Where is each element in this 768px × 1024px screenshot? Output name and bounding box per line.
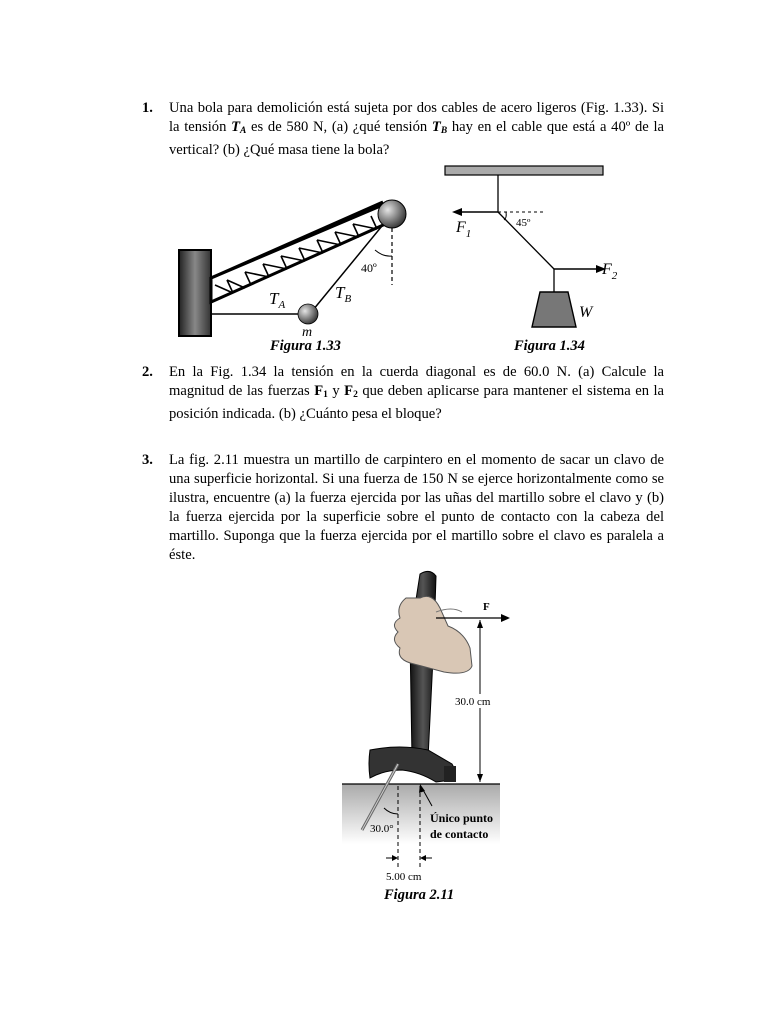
contact-label-line1: Único punto <box>430 811 494 825</box>
ceiling-bar <box>445 166 603 175</box>
weight-block <box>532 292 576 327</box>
hammer-head <box>369 747 455 782</box>
angle-label: 40º <box>361 261 377 275</box>
wrecking-ball <box>298 304 318 324</box>
figure-1-34-caption: Figura 1.34 <box>514 338 585 354</box>
mass-label: m <box>302 325 313 340</box>
angle-arc <box>375 250 392 256</box>
problem-number: 3. <box>142 452 153 468</box>
problem-number: 2. <box>142 364 153 380</box>
height-label: 30.0 cm <box>455 696 491 708</box>
problem-3 <box>142 451 664 565</box>
figure-2-11-caption: Figura 2.11 <box>384 887 455 903</box>
width-label: 5.00 cm <box>386 871 422 883</box>
crane-boom <box>211 205 390 302</box>
problem-text: En la Fig. 1.34 la tensión en la cuerda diagonal es de 60.0 N. (a) Calcule la magnitud de las fuerzas $F_1$ y $F_2$ que deben aplicarse para mantener el sistema en la posición indicada. (b) ¿Cuánto pesa el bloque? <box>169 364 665 422</box>
f1-label: $F_1$ <box>456 219 472 240</box>
boom-tip-ball <box>378 200 406 228</box>
figure-2-11 <box>340 568 520 888</box>
f2-label: $F_2$ <box>602 261 618 282</box>
hand <box>394 596 472 673</box>
angle-label: 45º <box>516 217 531 229</box>
figure-1-33-caption: Figura 1.33 <box>270 338 341 354</box>
ta-label: $T_A$ <box>269 289 286 311</box>
figure-1-33 <box>175 190 420 350</box>
problem-text: La fig. 2.11 muestra un martillo de carpintero en el momento de sacar un clavo de una superficie horizontal. Si una fuerza de 150 N se ejerce horizontalmente como se ilustra, encuentre (a) la fuerza ejercida por las uñas del martillo sobre el clavo y (b) la fuerza ejercida por la superficie sobre el punto de contacto con la cabeza del martillo. Suponga que la fuerza ejercida por el martillo sobre el clavo es paralela a éste. <box>169 452 664 563</box>
tb-label: $T_B$ <box>335 283 352 305</box>
contact-label-line2: de contacto <box>430 827 489 841</box>
angle-label: 30.0° <box>370 823 394 835</box>
figure-1-34 <box>440 162 618 332</box>
problem-text: Una bola para demolición está sujeta por dos cables de acero ligeros (Fig. 1.33). Si la tensión $T_A$ es de 580 N, (a) ¿qué tensión $T_B$ hay en el cable que está a 40º de la vertical? (b) ¿Qué masa tiene la bola? <box>169 100 664 158</box>
problem-1 <box>142 99 664 160</box>
force-label: F <box>483 601 490 613</box>
problem-number: 1. <box>142 100 153 116</box>
w-label: W <box>579 304 593 321</box>
wall-block <box>179 250 211 336</box>
problem-2 <box>142 363 664 424</box>
